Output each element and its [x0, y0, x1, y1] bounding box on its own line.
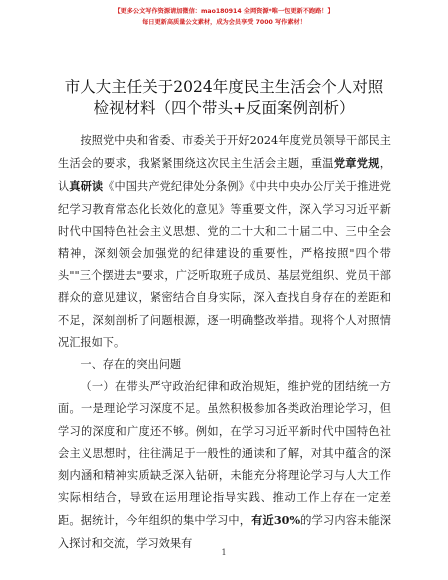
intro-text-1: 按照党中央和省委、市委关于开好2024年度党员领导干部民主生活会的要求，我紧紧围绕这次民主生活会主题，重温 [58, 134, 391, 171]
intro-paragraph [58, 130, 391, 354]
document-title [0, 77, 448, 119]
page-number: 1 [221, 548, 227, 557]
intro-text-2: ，认 [58, 157, 391, 194]
promo-banner [0, 6, 448, 28]
subsection-paragraph-1 [58, 376, 391, 555]
section-heading-1: 一、存在的突出问题 [80, 358, 182, 372]
title-line-1: 市人大主任关于2024年度民主生活会个人对照 [64, 78, 384, 96]
intro-bold-1: 党章党规 [333, 156, 380, 171]
banner-line-1: 【更多公文写作资源请加微信：mao180914 全网资源*唯一包更新不跑路！】 [114, 8, 334, 15]
banner-line-2: 每日更新高质量公文素材，成为会员享受 7000 写作素材！ [142, 19, 306, 26]
sub1-bold: 有近30% [251, 513, 301, 528]
intro-bold-2: 真研读 [69, 179, 104, 194]
document-body [58, 130, 391, 555]
title-line-2: 检视材料（四个带头+反面案例剖析） [93, 99, 355, 117]
sub1-tail: 的学习内容未能深入探讨和交流，学习效果有 [58, 514, 391, 550]
sub1-text: （一）在带头严守政治纪律和政治规矩，维护党的团结统一方面。一是理论学习深度不足。虽然积极参加各类政治理论学习，但学习的深度和广度还不够。例如，在学习习近平新时代中国特色社会主义思想时，往往满足于一般性的通读和了解，对其中蕴含的深刻内涵和精神实质缺乏深入钻研，未能充分将理论学习与人大工作实际相结合，导致在运用理论指导实践、推动工作上存在一定差距。据统计，今年组织的集中学习中， [58, 380, 391, 528]
intro-text-3: 《中国共产党纪律处分条例》《中共中央办公厅关于推进党纪学习教育常态化长效化的意见》等重要文件，深入学习习近平新时代中国特色社会主义思想、党的二十大和二十届二中、三中全会精神，深刻领会加强党的纪律建设的重要性，严格按照"四个带头""三个摆进去"要求，广泛听取班子成员、基层党组织、党员干部群众的意见建议，紧密结合自身实际，深入查找自身存在的差距和不足，深刻剖析了问题根源，逐一明确整改举措。现将个人对照情况汇报如下。 [58, 180, 391, 349]
